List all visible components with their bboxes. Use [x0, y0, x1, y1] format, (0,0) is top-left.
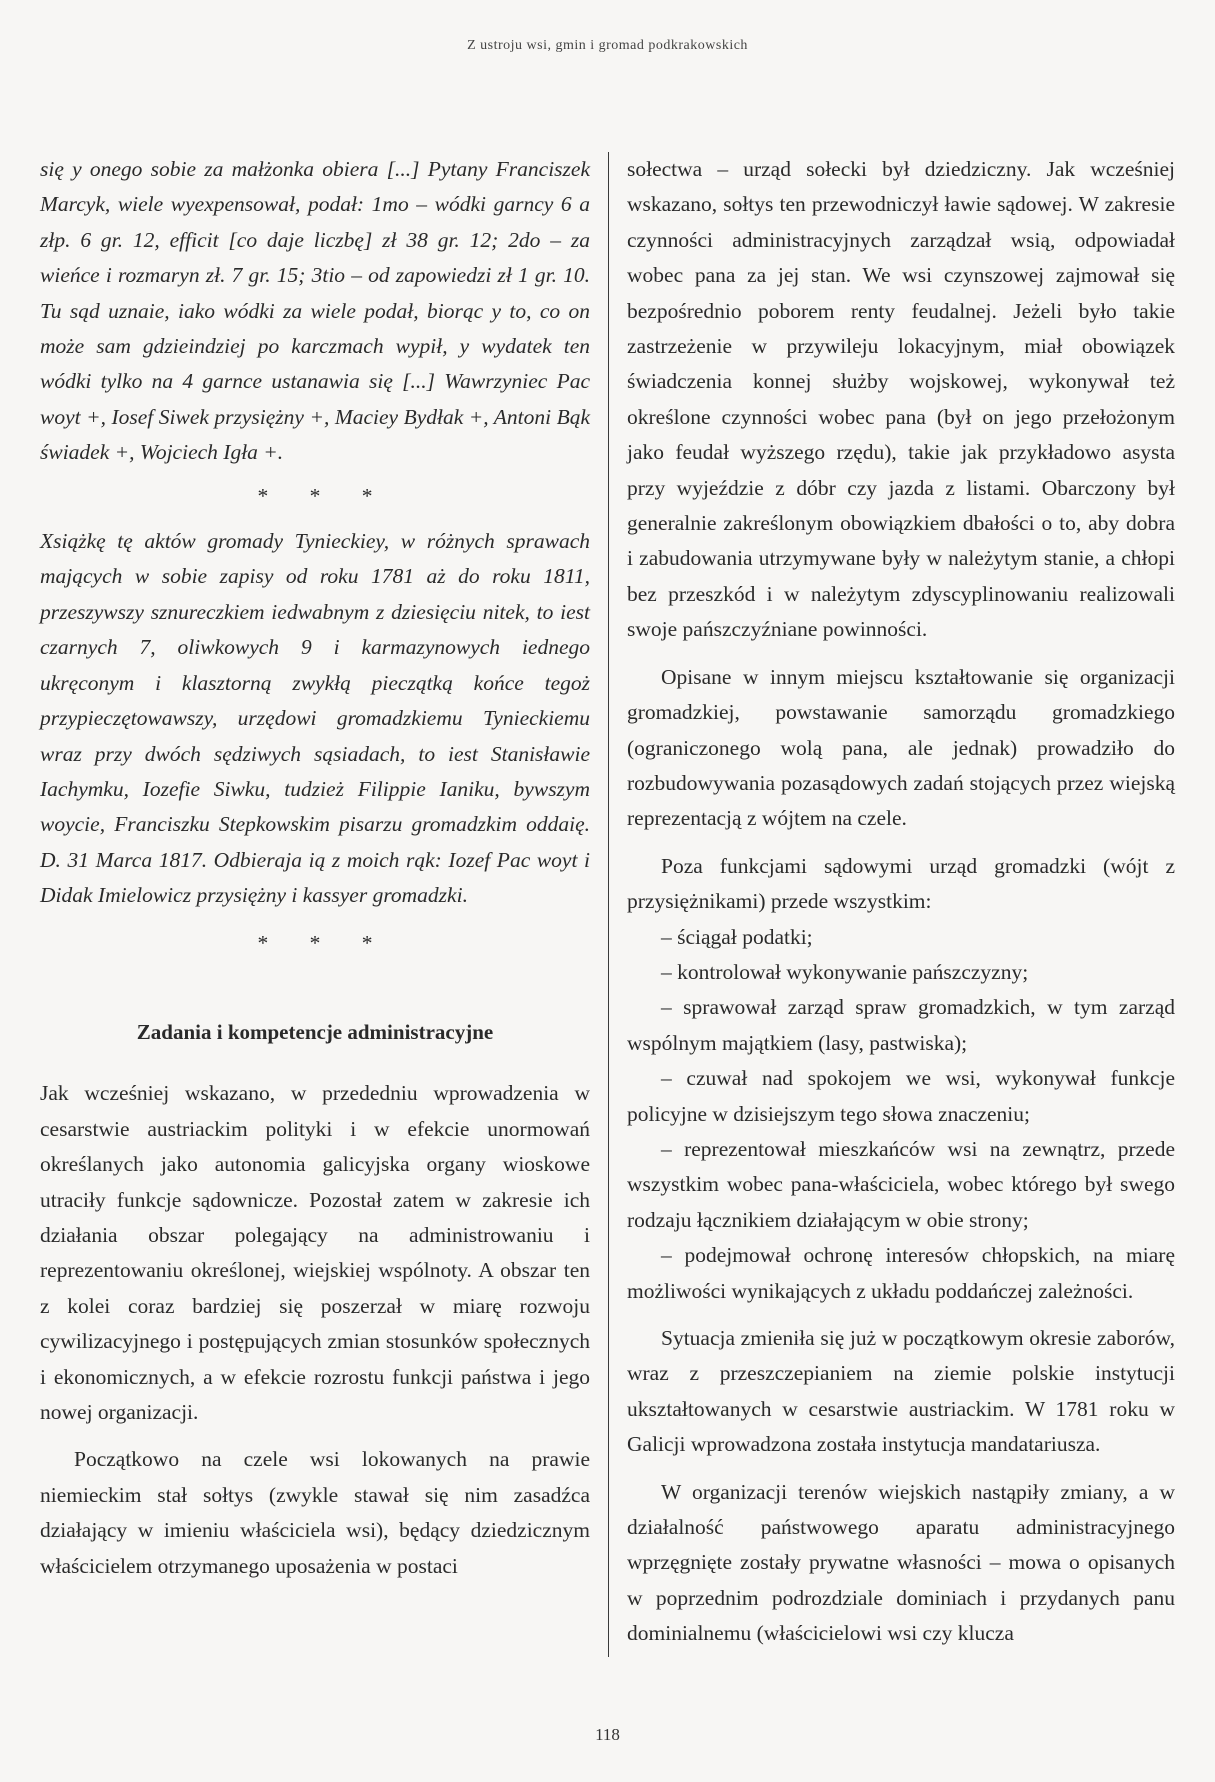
- list-item: – reprezentował mieszkańców wsi na zewnątrz, przede wszystkim wobec pana-właściciela, wobec którego był swego rodzaju łącznikiem działającym w obie strony;: [627, 1136, 1175, 1232]
- section-heading: Zadania i kompetencje administracyjne: [136, 1019, 494, 1044]
- body-paragraph: Opisane w innym miejscu kształtowanie się organizacji gromadzkiej, powstawanie samorządu gromadzkiego (ograniczonego wolą pana, ale jednak) prowadziło do rozbudowywania pozasądowych zadań stojących przez wiejską reprezentacją z wójtem na czele.: [627, 664, 1175, 831]
- list-item: – sprawował zarząd spraw gromadzkich, w tym zarząd wspólnym majątkiem (lasy, pastwiska);: [627, 995, 1175, 1055]
- body-paragraph: Sytuacja zmieniła się już w początkowym okresie zaborów, wraz z przeszczepianiem na ziemie polskie instytucji ukształtowanych w cesarstwie austriackim. W 1781 roku w Galicji wprowadzona została instytucja mandatariusza.: [627, 1326, 1175, 1457]
- page-number: 118: [595, 1725, 620, 1744]
- column-divider: [608, 152, 609, 1657]
- left-column: [40, 152, 590, 1584]
- list-item: – ściągał podatki;: [661, 924, 813, 949]
- body-paragraph: Poza funkcjami sądowymi urząd gromadzki (wójt z przysiężnikami) przede wszystkim:: [627, 853, 1175, 914]
- list-item: – czuwał nad spokojem we wsi, wykonywał funkcje policyjne w dzisiejszym tego słowa znaczeniu;: [627, 1066, 1175, 1126]
- list-item: – podejmował ochronę interesów chłopskich, na miarę możliwości wynikających z układu poddańczej zależności.: [627, 1243, 1175, 1303]
- body-paragraph: Początkowo na czele wsi lokowanych na prawie niemieckim stał sołtys (zwykle stawał się nim zasadźca działający w imieniu właściciela wsi), będący dziedzicznym właścicielem otrzymanego uposażenia w postaci: [40, 1447, 590, 1578]
- quote-book-dedication: Xsiążkę tę aktów gromady Tynieckiey, w różnych sprawach mających w sobie zapisy od roku 1781 aż do roku 1811, przeszywszy sznureczkiem iedwabnym z dziesięciu nitek, to iest czarnych 7, oliwkowych 9 i karmazynowych iednego ukręconym i klasztorną zwykłą pieczątką końce tegoż przypieczętowawszy, urzędowi gromadzkiemu Tynieckiemu wraz przy dwóch sędziwych sąsiadach, to iest Stanisławie Iachymku, Iozefie Siwku, tudzież Filippie Ianiku, bywszym woycie, Franciszku Stepkowskim pisarzu gromadzkim oddaię. D. 31 Marca 1817. Odbieraja ią z moich rąk: Iozef Pac woyt i Didak Imielowicz przysiężny i kassyer gromadzki.: [40, 529, 590, 908]
- body-paragraph: W organizacji terenów wiejskich nastąpiły zmiany, a w działalność państwowego aparatu administracyjnego wprzęgnięte zostały prywatne własności – mowa o opisanych w poprzednim podrozdziale dominiach i przydanych panu dominialnemu (właścicielowi wsi czy klucza: [627, 1479, 1175, 1646]
- body-paragraph: sołectwa – urząd sołecki był dziedziczny. Jak wcześniej wskazano, sołtys ten przewodniczył ławie sądowej. W zakresie czynności administracyjnych zarządzał wsią, odpowiadał wobec pana za jej stan. We wsi czynszowej zajmował się bezpośrednio poborem renty feudalnej. Jeżeli było takie zastrzeżenie w przywileju lokacyjnym, miał obowiązek świadczenia konnej służby wojskowej, wykonywał też określone czynności wobec pana (był on jego przełożonym jako feudał wyższego rzędu), takie jak przykładowo asysta przy wyjeździe z dóbr czy jazda z listami. Obarczony był generalnie zakreślonym obowiązkiem dbałości o to, aby dobra i zabudowania utrzymywane były w należytym stanie, a chłopi bez przeszkód i w należytym zdyscyplinowaniu realizowali swoje pańszczyźniane powinności.: [627, 157, 1175, 642]
- running-header: Z ustroju wsi, gmin i gromad podkrakowskich: [467, 38, 748, 53]
- right-column: [627, 152, 1175, 1652]
- section-separator: * * *: [257, 483, 391, 508]
- section-separator: * * *: [257, 930, 391, 955]
- quote-court-record: się y onego sobie za małżonka obiera [...] Pytany Franciszek Marcyk, wiele wyexpensował, podał: 1mo – wódki garncy 6 a złp. 6 gr. 12, efficit [co daje liczbę] zł 38 gr. 12; 2do – za wieńce i rozmaryn zł. 7 gr. 15; 3tio – od zapowiedzi zł 1 gr. 10. Tu sąd uznaie, iako wódki za wiele podał, biorąc y to, co on może sam gdzieindziej po karczmach wypił, y wydatek ten wódki tylko na 4 garnce ustanawia się [...] Wawrzyniec Pac woyt +, Iosef Siwek przysiężny +, Maciey Bydłak +, Antoni Bąk świadek +, Wojciech Igła +.: [40, 157, 590, 465]
- body-paragraph: Jak wcześniej wskazano, w przededniu wprowadzenia w cesarstwie austriackim polityki i w efekcie unormowań określanych jako autonomia galicyjska organy wioskowe utraciły funkcje sądownicze. Pozostał zatem w zakresie ich działania obszar polegający na administrowaniu i reprezentowaniu określonej, wiejskiej wspólnoty. A obszar ten z kolei coraz bardziej się poszerzał w miarę rozwoju cywilizacyjnego i postępujących zmian stosunków społecznych i ekonomicznych, a w efekcie rozrostu funkcji państwa i jego nowej organizacji.: [40, 1081, 590, 1424]
- list-item: – kontrolował wykonywanie pańszczyzny;: [661, 959, 1029, 984]
